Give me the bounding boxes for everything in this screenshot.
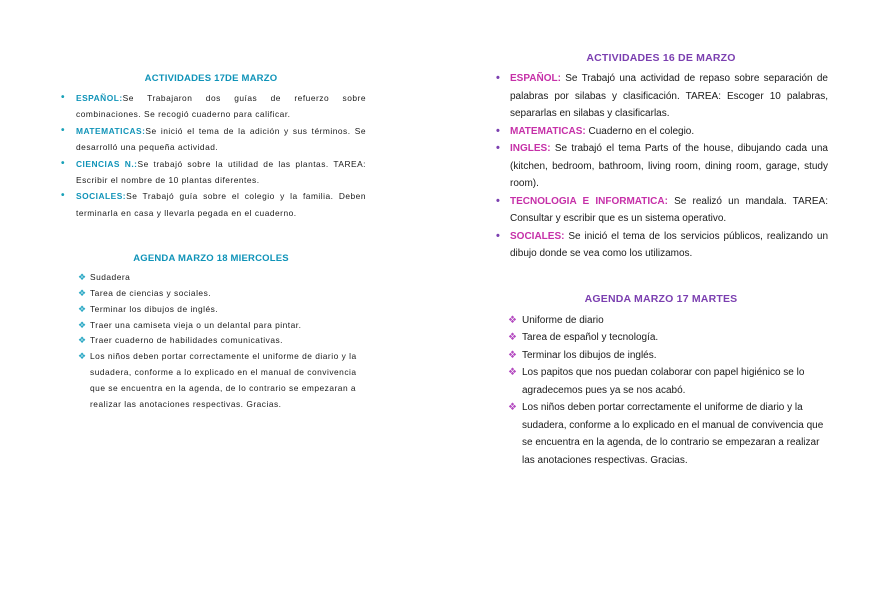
- activities-heading: ACTIVIDADES 16 DE MARZO: [586, 52, 736, 64]
- subject-label: SOCIALES:: [76, 191, 127, 202]
- agenda-text: Uniforme de diario: [522, 314, 604, 326]
- agenda-list: [78, 270, 366, 412]
- bullet-icon: •: [496, 124, 500, 137]
- bullet-icon: •: [496, 142, 500, 154]
- activities-heading: ACTIVIDADES 17DE MARZO: [144, 73, 278, 84]
- subject-label: TECNOLOGIA E INFORMATICA:: [510, 195, 668, 207]
- bullet-icon: •: [61, 92, 66, 103]
- activity-text: Se Trabajó guía sobre el colegio y la familia. Deben terminarla en casa y llevarla pegada en el cuaderno.: [76, 191, 366, 218]
- activity-text: Cuaderno en el colegio.: [588, 125, 695, 137]
- agenda-heading: AGENDA MARZO 18 MIERCOLES: [133, 253, 289, 265]
- bullet-icon: •: [496, 72, 500, 84]
- diamond-bullet-icon: ❖: [78, 288, 87, 299]
- agenda-item: [78, 318, 366, 334]
- activity-text: Se Trabajó una actividad de repaso sobre separación de palabras por silabas y clasificación. TAREA: Escoger 10 palabras, separarlas en silabas y clasificarlas.: [510, 73, 828, 119]
- diamond-bullet-icon: ❖: [78, 319, 87, 330]
- activity-text: Se trabajó el tema Parts of the house, dibujando cada una (kitchen, bedroom, bathroom, living room, dining room, garage, study room).: [510, 143, 828, 189]
- agenda-text: Tarea de español y tecnología.: [522, 332, 659, 343]
- agenda-item: [508, 347, 828, 365]
- agenda-text: Traer cuaderno de habilidades comunicativas.: [90, 335, 284, 346]
- subject-label: MATEMATICAS:: [510, 125, 586, 137]
- bullet-icon: •: [61, 124, 66, 136]
- activity-text: Se inició el tema de la adición y sus términos. Se desarrolló una pequeña actividad.: [76, 125, 366, 153]
- subject-label: CIENCIAS N.:: [76, 158, 138, 169]
- agenda-item: [78, 302, 366, 318]
- activity-item: [494, 228, 828, 263]
- agenda-item: [78, 286, 366, 302]
- agenda-item: [508, 312, 828, 330]
- agenda-item: [78, 270, 366, 286]
- agenda-text: Los niños deben portar correctamente el uniforme de diario y la sudadera, conforme a lo explicado en el manual de convivencia que se encuentra en la agenda, de lo contrario se empezaran a realizar las anotaciones respectivas. Gracias.: [522, 402, 824, 466]
- left-page: [56, 73, 366, 412]
- subject-label: SOCIALES:: [510, 230, 565, 242]
- diamond-bullet-icon: ❖: [78, 335, 87, 346]
- activity-text: Se Trabajaron dos guías de refuerzo sobre combinaciones. Se recogió cuaderno para calificar.: [76, 93, 366, 120]
- agenda-text: Los niños deben portar correctamente el uniforme de diario y la sudadera, conforme a lo explicado en el manual de convivencia que se encuentra en la agenda, de lo contrario se empezaran a realizar las anotaciones respectivas. Gracias.: [90, 351, 357, 409]
- activity-text: Se inició el tema de los servicios públicos, realizando un dibujo donde se vea como los utilizamos.: [510, 230, 829, 259]
- agenda-item: [508, 364, 828, 399]
- diamond-bullet-icon: ❖: [508, 314, 517, 326]
- activity-text: Se trabajó sobre la utilidad de las plantas. TAREA: Escribir el nombre de 10 plantas diferentes.: [76, 158, 366, 186]
- bullet-icon: •: [496, 194, 500, 207]
- agenda-list: [508, 312, 828, 470]
- subject-label: MATEMATICAS:: [76, 125, 146, 136]
- bullet-icon: •: [496, 229, 500, 242]
- activity-item: [494, 70, 828, 123]
- bullet-icon: •: [61, 157, 66, 169]
- subject-label: ESPAÑOL:: [510, 73, 561, 84]
- agenda-item: [508, 329, 828, 347]
- agenda-text: Terminar los dibujos de inglés.: [90, 303, 219, 314]
- diamond-bullet-icon: ❖: [508, 402, 517, 413]
- agenda-text: Tarea de ciencias y sociales.: [90, 288, 212, 299]
- activities-list: [56, 90, 366, 221]
- agenda-item: [78, 349, 366, 412]
- activity-item: [494, 140, 828, 193]
- diamond-bullet-icon: ❖: [78, 351, 87, 362]
- diamond-bullet-icon: ❖: [508, 367, 517, 378]
- agenda-text: Los papitos que nos puedan colaborar con papel higiénico se lo agradecemos pues ya se nos acabó.: [522, 367, 805, 396]
- diamond-bullet-icon: ❖: [508, 332, 517, 343]
- right-page: [494, 52, 828, 469]
- bullet-icon: •: [61, 190, 66, 202]
- activity-item: [494, 193, 828, 228]
- agenda-text: Sudadera: [90, 272, 131, 283]
- activity-text: Se realizó un mandala. TAREA: Consultar y escribir que es un sistema operativo.: [510, 195, 828, 224]
- activity-item: [494, 123, 828, 141]
- subject-label: ESPAÑOL:: [76, 93, 123, 103]
- agenda-text: Traer una camiseta vieja o un delantal para pintar.: [90, 319, 302, 330]
- agenda-heading: AGENDA MARZO 17 MARTES: [584, 292, 738, 305]
- activity-item: [56, 188, 366, 221]
- agenda-text: Terminar los dibujos de inglés.: [522, 349, 657, 361]
- diamond-bullet-icon: ❖: [508, 349, 517, 361]
- activities-list: [494, 70, 828, 263]
- agenda-item: [78, 333, 366, 349]
- diamond-bullet-icon: ❖: [78, 272, 87, 283]
- activity-item: [56, 123, 366, 156]
- subject-label: INGLES:: [510, 143, 551, 154]
- activity-item: [56, 90, 366, 123]
- activity-item: [56, 156, 366, 189]
- agenda-item: [508, 399, 828, 469]
- diamond-bullet-icon: ❖: [78, 303, 87, 314]
